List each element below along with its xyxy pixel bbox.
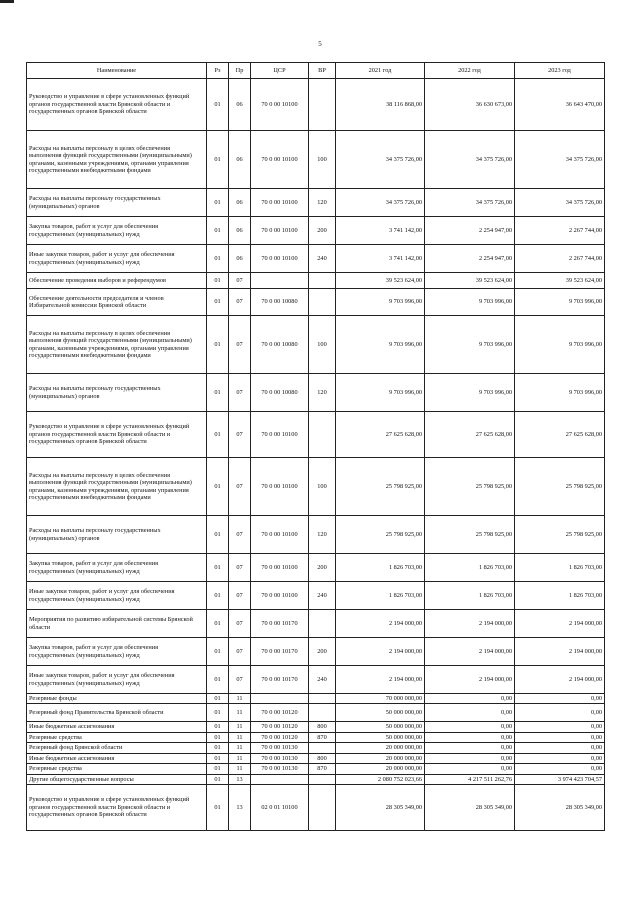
row-value-2021: 1 826 703,00 <box>336 582 425 610</box>
row-csr: 70 0 00 10100 <box>251 79 309 131</box>
header-rz: Рз <box>207 63 229 79</box>
row-name: Обеспечение проведения выборов и референдумов <box>27 273 207 289</box>
row-vr: 800 <box>309 722 336 732</box>
row-value-2022: 0,00 <box>425 764 515 774</box>
row-value-2021: 20 000 000,00 <box>336 764 425 774</box>
row-csr: 70 0 00 10100 <box>251 245 309 273</box>
row-csr: 70 0 00 10170 <box>251 638 309 666</box>
row-value-2021: 9 703 996,00 <box>336 289 425 316</box>
scan-corner-mark <box>0 0 14 3</box>
row-rz: 01 <box>207 784 229 830</box>
row-rz: 01 <box>207 374 229 412</box>
row-csr: 70 0 00 10080 <box>251 316 309 374</box>
row-vr: 240 <box>309 582 336 610</box>
row-vr: 870 <box>309 732 336 742</box>
row-csr: 70 0 00 10100 <box>251 516 309 554</box>
row-vr: 200 <box>309 217 336 245</box>
table-row <box>27 516 605 554</box>
row-vr: 100 <box>309 131 336 189</box>
row-pr: 07 <box>229 374 251 412</box>
row-value-2022: 0,00 <box>425 732 515 742</box>
row-value-2023: 28 305 349,00 <box>515 784 605 830</box>
row-vr <box>309 273 336 289</box>
table-row <box>27 79 605 131</box>
row-pr: 06 <box>229 189 251 217</box>
row-vr <box>309 774 336 784</box>
header-2022: 2022 год <box>425 63 515 79</box>
row-pr: 11 <box>229 722 251 732</box>
row-name: Другие общегосударственные вопросы <box>27 774 207 784</box>
row-value-2023: 36 643 470,00 <box>515 79 605 131</box>
row-value-2022: 4 217 511 262,76 <box>425 774 515 784</box>
row-value-2023: 3 974 423 704,57 <box>515 774 605 784</box>
table-row <box>27 753 605 763</box>
row-csr: 70 0 00 10170 <box>251 610 309 638</box>
row-vr: 200 <box>309 638 336 666</box>
row-value-2023: 1 826 703,00 <box>515 582 605 610</box>
row-value-2021: 2 194 000,00 <box>336 638 425 666</box>
row-csr: 70 0 00 10130 <box>251 753 309 763</box>
row-value-2021: 9 703 996,00 <box>336 374 425 412</box>
row-csr: 70 0 00 10100 <box>251 412 309 458</box>
row-pr: 07 <box>229 610 251 638</box>
row-value-2021: 20 000 000,00 <box>336 743 425 753</box>
row-pr: 07 <box>229 666 251 694</box>
row-value-2022: 2 254 947,00 <box>425 245 515 273</box>
row-name: Резервные средства <box>27 764 207 774</box>
row-pr: 07 <box>229 638 251 666</box>
row-value-2023: 1 826 703,00 <box>515 554 605 582</box>
row-value-2021: 25 798 925,00 <box>336 458 425 516</box>
row-value-2021: 25 798 925,00 <box>336 516 425 554</box>
table-row <box>27 458 605 516</box>
row-rz: 01 <box>207 704 229 722</box>
row-name: Иные закупки товаров, работ и услуг для обеспечения государственных (муниципальных) нужд <box>27 666 207 694</box>
row-vr <box>309 784 336 830</box>
row-csr: 70 0 00 10080 <box>251 374 309 412</box>
table-row <box>27 273 605 289</box>
row-value-2023: 0,00 <box>515 753 605 763</box>
row-vr <box>309 743 336 753</box>
row-value-2023: 0,00 <box>515 764 605 774</box>
row-rz: 01 <box>207 516 229 554</box>
row-csr: 70 0 00 10080 <box>251 289 309 316</box>
row-name: Руководство и управление в сфере установленных функций органов государственной власти Брянской области и государственных органов Брянской области <box>27 784 207 830</box>
row-name: Иные закупки товаров, работ и услуг для обеспечения государственных (муниципальных) нужд <box>27 245 207 273</box>
row-rz: 01 <box>207 273 229 289</box>
row-rz: 01 <box>207 189 229 217</box>
header-name: Наименование <box>27 63 207 79</box>
table-row <box>27 722 605 732</box>
row-value-2021: 34 375 726,00 <box>336 131 425 189</box>
row-rz: 01 <box>207 245 229 273</box>
row-name: Расходы на выплаты персоналу государственных (муниципальных) органов <box>27 189 207 217</box>
row-rz: 01 <box>207 753 229 763</box>
row-value-2022: 9 703 996,00 <box>425 316 515 374</box>
row-rz: 01 <box>207 694 229 704</box>
row-value-2023: 39 523 624,00 <box>515 273 605 289</box>
header-csr: ЦСР <box>251 63 309 79</box>
row-vr: 240 <box>309 245 336 273</box>
row-csr: 02 0 01 10100 <box>251 784 309 830</box>
row-pr: 13 <box>229 774 251 784</box>
row-csr: 70 0 00 10100 <box>251 554 309 582</box>
row-csr: 70 0 00 10100 <box>251 582 309 610</box>
row-value-2022: 9 703 996,00 <box>425 289 515 316</box>
row-value-2023: 2 267 744,00 <box>515 217 605 245</box>
row-csr <box>251 774 309 784</box>
table-body <box>27 79 605 831</box>
row-csr: 70 0 00 10100 <box>251 458 309 516</box>
row-name: Расходы на выплаты персоналу в целях обеспечения выполнения функций государственными (муниципальными) органами, казенными учреждениями, органами управления государственными внебюджетными фондами <box>27 131 207 189</box>
row-value-2022: 39 523 624,00 <box>425 273 515 289</box>
row-vr <box>309 694 336 704</box>
row-value-2023: 9 703 996,00 <box>515 289 605 316</box>
row-value-2021: 2 194 000,00 <box>336 610 425 638</box>
row-name: Закупка товаров, работ и услуг для обеспечения государственных (муниципальных) нужд <box>27 638 207 666</box>
row-vr: 100 <box>309 316 336 374</box>
table-row <box>27 743 605 753</box>
table-row <box>27 316 605 374</box>
row-value-2022: 36 630 673,00 <box>425 79 515 131</box>
row-vr: 200 <box>309 554 336 582</box>
row-pr: 13 <box>229 784 251 830</box>
row-value-2021: 50 000 000,00 <box>336 704 425 722</box>
row-value-2022: 2 194 000,00 <box>425 610 515 638</box>
table-row <box>27 638 605 666</box>
row-name: Расходы на выплаты персоналу государственных (муниципальных) органов <box>27 516 207 554</box>
row-value-2023: 2 194 000,00 <box>515 666 605 694</box>
row-name: Закупка товаров, работ и услуг для обеспечения государственных (муниципальных) нужд <box>27 554 207 582</box>
row-rz: 01 <box>207 743 229 753</box>
row-value-2023: 9 703 996,00 <box>515 316 605 374</box>
row-rz: 01 <box>207 217 229 245</box>
row-value-2021: 3 741 142,00 <box>336 217 425 245</box>
table-row <box>27 610 605 638</box>
table-row <box>27 289 605 316</box>
row-name: Расходы на выплаты персоналу государственных (муниципальных) органов <box>27 374 207 412</box>
row-value-2021: 27 625 628,00 <box>336 412 425 458</box>
row-csr: 70 0 00 10170 <box>251 666 309 694</box>
header-vr: ВР <box>309 63 336 79</box>
row-value-2021: 28 305 349,00 <box>336 784 425 830</box>
row-csr: 70 0 00 10120 <box>251 704 309 722</box>
row-rz: 01 <box>207 79 229 131</box>
row-value-2022: 2 194 000,00 <box>425 638 515 666</box>
row-value-2022: 1 826 703,00 <box>425 554 515 582</box>
row-name: Руководство и управление в сфере установленных функций органов государственной власти Брянской области и государственных органов Брянской области <box>27 412 207 458</box>
row-vr: 120 <box>309 189 336 217</box>
row-value-2021: 9 703 996,00 <box>336 316 425 374</box>
row-name: Иные закупки товаров, работ и услуг для обеспечения государственных (муниципальных) нужд <box>27 582 207 610</box>
row-value-2022: 0,00 <box>425 753 515 763</box>
row-rz: 01 <box>207 458 229 516</box>
row-value-2022: 27 625 628,00 <box>425 412 515 458</box>
row-value-2022: 25 798 925,00 <box>425 516 515 554</box>
row-value-2023: 27 625 628,00 <box>515 412 605 458</box>
row-value-2021: 20 000 000,00 <box>336 753 425 763</box>
row-name: Обеспечение деятельности председателя и членов Избирательной комиссии Брянской области <box>27 289 207 316</box>
row-pr: 07 <box>229 273 251 289</box>
row-value-2021: 38 116 868,00 <box>336 79 425 131</box>
row-pr: 11 <box>229 732 251 742</box>
row-value-2022: 34 375 726,00 <box>425 189 515 217</box>
row-value-2023: 34 375 726,00 <box>515 131 605 189</box>
row-rz: 01 <box>207 722 229 732</box>
row-value-2021: 34 375 726,00 <box>336 189 425 217</box>
row-value-2022: 0,00 <box>425 704 515 722</box>
row-name: Закупка товаров, работ и услуг для обеспечения государственных (муниципальных) нужд <box>27 217 207 245</box>
row-pr: 06 <box>229 131 251 189</box>
row-csr: 70 0 00 10100 <box>251 189 309 217</box>
row-pr: 06 <box>229 245 251 273</box>
table-row <box>27 784 605 830</box>
row-name: Расходы на выплаты персоналу в целях обеспечения выполнения функций государственными (муниципальными) органами, казенными учреждениями, органами управления государственными внебюджетными фондами <box>27 316 207 374</box>
row-value-2022: 9 703 996,00 <box>425 374 515 412</box>
table-row <box>27 704 605 722</box>
row-rz: 01 <box>207 610 229 638</box>
table-row <box>27 217 605 245</box>
row-value-2023: 0,00 <box>515 743 605 753</box>
row-value-2022: 2 194 000,00 <box>425 666 515 694</box>
row-pr: 07 <box>229 316 251 374</box>
row-vr: 240 <box>309 666 336 694</box>
table-row <box>27 245 605 273</box>
row-pr: 11 <box>229 694 251 704</box>
row-rz: 01 <box>207 316 229 374</box>
row-value-2023: 2 194 000,00 <box>515 638 605 666</box>
table-row <box>27 131 605 189</box>
row-csr: 70 0 00 10130 <box>251 743 309 753</box>
row-rz: 01 <box>207 764 229 774</box>
row-value-2021: 39 523 624,00 <box>336 273 425 289</box>
row-rz: 01 <box>207 131 229 189</box>
row-vr: 120 <box>309 516 336 554</box>
row-vr <box>309 412 336 458</box>
row-name: Резервный фонд Брянской области <box>27 743 207 753</box>
row-value-2021: 2 194 000,00 <box>336 666 425 694</box>
row-csr: 70 0 00 10120 <box>251 732 309 742</box>
row-value-2023: 34 375 726,00 <box>515 189 605 217</box>
row-rz: 01 <box>207 774 229 784</box>
row-vr: 870 <box>309 764 336 774</box>
row-pr: 11 <box>229 704 251 722</box>
table-row <box>27 582 605 610</box>
row-value-2021: 3 741 142,00 <box>336 245 425 273</box>
row-name: Иные бюджетные ассигнования <box>27 722 207 732</box>
row-vr <box>309 610 336 638</box>
row-value-2022: 1 826 703,00 <box>425 582 515 610</box>
row-value-2023: 0,00 <box>515 704 605 722</box>
row-value-2023: 2 267 744,00 <box>515 245 605 273</box>
row-vr: 800 <box>309 753 336 763</box>
row-value-2022: 0,00 <box>425 694 515 704</box>
row-pr: 07 <box>229 582 251 610</box>
row-rz: 01 <box>207 666 229 694</box>
table-row <box>27 764 605 774</box>
row-pr: 06 <box>229 217 251 245</box>
row-vr: 120 <box>309 374 336 412</box>
table-row <box>27 412 605 458</box>
row-rz: 01 <box>207 289 229 316</box>
row-pr: 07 <box>229 554 251 582</box>
row-pr: 11 <box>229 743 251 753</box>
table-row <box>27 694 605 704</box>
row-value-2021: 50 000 000,00 <box>336 732 425 742</box>
row-name: Иные бюджетные ассигнования <box>27 753 207 763</box>
row-value-2021: 2 080 752 023,66 <box>336 774 425 784</box>
row-pr: 11 <box>229 753 251 763</box>
row-value-2021: 70 000 000,00 <box>336 694 425 704</box>
row-pr: 07 <box>229 289 251 316</box>
row-vr: 100 <box>309 458 336 516</box>
budget-table <box>26 62 605 831</box>
row-value-2022: 2 254 947,00 <box>425 217 515 245</box>
header-2023: 2023 год <box>515 63 605 79</box>
row-value-2023: 9 703 996,00 <box>515 374 605 412</box>
row-name: Резервный фонд Правительства Брянской области <box>27 704 207 722</box>
row-csr: 70 0 00 10130 <box>251 764 309 774</box>
row-value-2021: 50 000 000,00 <box>336 722 425 732</box>
row-name: Руководство и управление в сфере установленных функций органов государственной власти Брянской области и государственных органов Брянской области <box>27 79 207 131</box>
row-rz: 01 <box>207 412 229 458</box>
table-row <box>27 189 605 217</box>
row-name: Мероприятия по развитию избирательной системы Брянской области <box>27 610 207 638</box>
row-value-2022: 34 375 726,00 <box>425 131 515 189</box>
row-vr <box>309 79 336 131</box>
table-row <box>27 732 605 742</box>
row-value-2021: 1 826 703,00 <box>336 554 425 582</box>
row-csr: 70 0 00 10100 <box>251 131 309 189</box>
row-pr: 06 <box>229 79 251 131</box>
row-csr <box>251 273 309 289</box>
table-row <box>27 666 605 694</box>
row-csr: 70 0 00 10100 <box>251 217 309 245</box>
row-value-2023: 0,00 <box>515 694 605 704</box>
page-number: 5 <box>318 40 322 48</box>
row-value-2023: 0,00 <box>515 732 605 742</box>
row-value-2023: 0,00 <box>515 722 605 732</box>
row-csr: 70 0 00 10120 <box>251 722 309 732</box>
row-value-2023: 2 194 000,00 <box>515 610 605 638</box>
row-rz: 01 <box>207 732 229 742</box>
table-row <box>27 774 605 784</box>
row-name: Расходы на выплаты персоналу в целях обеспечения выполнения функций государственными (муниципальными) органами, казенными учреждениями, органами управления государственными внебюджетными фондами <box>27 458 207 516</box>
header-2021: 2021 год <box>336 63 425 79</box>
row-pr: 07 <box>229 458 251 516</box>
row-pr: 07 <box>229 516 251 554</box>
row-value-2022: 25 798 925,00 <box>425 458 515 516</box>
header-pr: Пр <box>229 63 251 79</box>
row-rz: 01 <box>207 554 229 582</box>
row-name: Резервные фонды <box>27 694 207 704</box>
row-pr: 11 <box>229 764 251 774</box>
row-vr <box>309 704 336 722</box>
row-value-2023: 25 798 925,00 <box>515 458 605 516</box>
table-row <box>27 374 605 412</box>
row-pr: 07 <box>229 412 251 458</box>
row-value-2022: 28 305 349,00 <box>425 784 515 830</box>
row-value-2023: 25 798 925,00 <box>515 516 605 554</box>
row-rz: 01 <box>207 638 229 666</box>
row-csr <box>251 694 309 704</box>
row-value-2022: 0,00 <box>425 722 515 732</box>
row-rz: 01 <box>207 582 229 610</box>
row-name: Резервные средства <box>27 732 207 742</box>
table-header-row <box>27 63 605 79</box>
table-row <box>27 554 605 582</box>
row-vr <box>309 289 336 316</box>
row-value-2022: 0,00 <box>425 743 515 753</box>
